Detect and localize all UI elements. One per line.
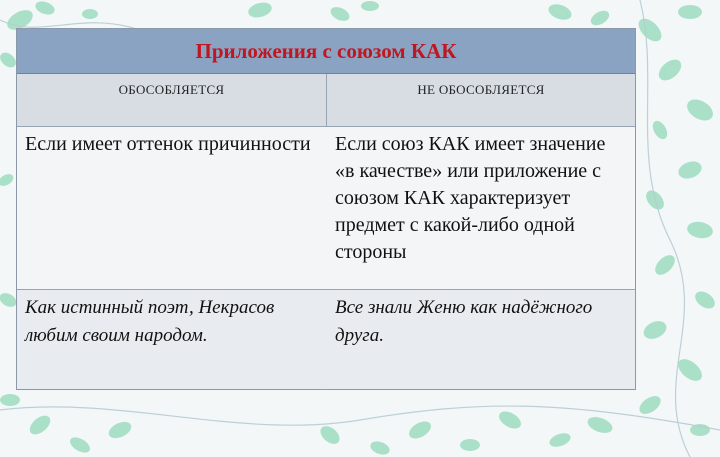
table-title: Приложения с союзом КАК	[195, 38, 457, 63]
example-cell-not-separated: Все знали Женю как надёжного друга.	[335, 297, 593, 346]
header-cell-not-separated: НЕ ОБОСОБЛЯЕТСЯ	[417, 82, 545, 97]
rule-cell-separated: Если имеет оттенок причинности	[25, 133, 311, 155]
table-row	[17, 127, 635, 290]
rule-cell-not-separated: Если союз КАК имеет значение «в качестве» или приложение с союзом КАК характеризует предмет с какой-либо одной стороны	[335, 133, 606, 263]
table-row	[17, 290, 635, 389]
table-title-row	[17, 29, 635, 74]
example-cell-separated: Как истинный поэт, Некрасов любим своим народом.	[25, 297, 275, 346]
rules-table	[16, 28, 636, 390]
header-cell-separated: ОБОСОБЛЯЕТСЯ	[118, 82, 225, 97]
